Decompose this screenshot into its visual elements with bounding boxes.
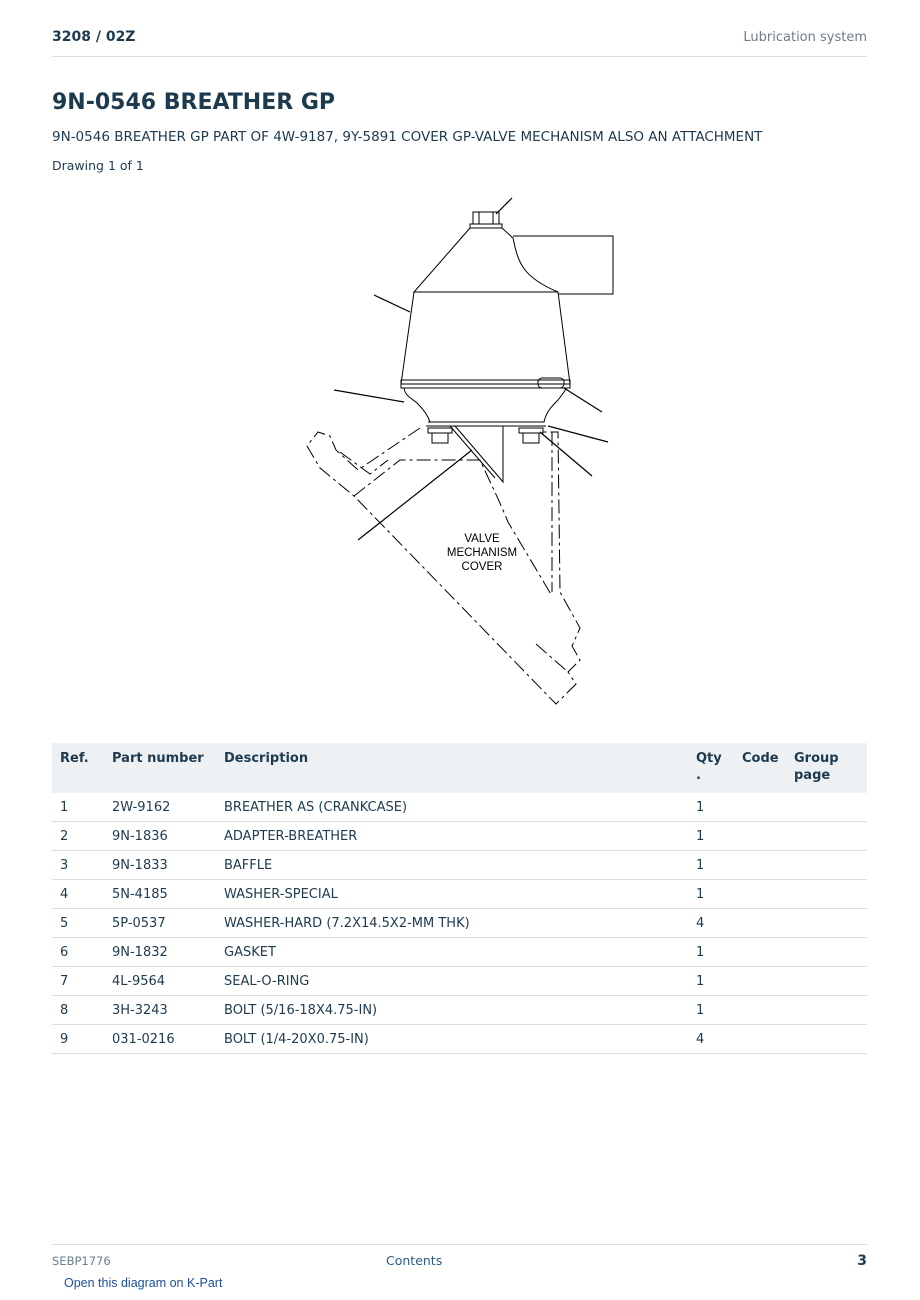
cell-part-number: 2W-9162 xyxy=(104,793,216,822)
column-header-ref: Ref. xyxy=(52,743,104,793)
valve-cover-drawing xyxy=(307,428,580,704)
cell-ref: 6 xyxy=(52,938,104,967)
leader-lines xyxy=(334,198,608,540)
cell-code xyxy=(734,967,786,996)
page-subtitle: 9N-0546 BREATHER GP PART OF 4W-9187, 9Y-5891 COVER GP-VALVE MECHANISM ALSO AN ATTACHMENT xyxy=(52,129,763,145)
document-number: SEBP1776 xyxy=(52,1254,111,1268)
cell-description: BREATHER AS (CRANKCASE) xyxy=(216,793,688,822)
cell-description: WASHER-HARD (7.2X14.5X2-MM THK) xyxy=(216,909,688,938)
cell-description: BOLT (1/4-20X0.75-IN) xyxy=(216,1025,688,1054)
page-footer xyxy=(52,1244,867,1269)
cell-code xyxy=(734,880,786,909)
page-number: 3 xyxy=(857,1253,867,1269)
drawing-count: Drawing 1 of 1 xyxy=(52,158,144,173)
table-row xyxy=(52,880,867,909)
cell-group-page xyxy=(786,967,867,996)
cell-code xyxy=(734,822,786,851)
cell-qty: 1 xyxy=(688,822,734,851)
cell-group-page xyxy=(786,1025,867,1054)
contents-link[interactable]: Contents xyxy=(386,1253,443,1268)
washer-drawing xyxy=(428,428,543,443)
table-header-row xyxy=(52,743,867,793)
section-name: Lubrication system xyxy=(743,30,867,45)
cell-qty: 1 xyxy=(688,938,734,967)
cell-group-page xyxy=(786,822,867,851)
cell-ref: 2 xyxy=(52,822,104,851)
model-code: 3208 / 02Z xyxy=(52,29,136,45)
cell-group-page xyxy=(786,851,867,880)
table-row xyxy=(52,793,867,822)
diagram-label-line-1: VALVE xyxy=(464,533,500,545)
diagram-label-line-3: COVER xyxy=(461,561,503,573)
cell-ref: 8 xyxy=(52,996,104,1025)
cell-description: GASKET xyxy=(216,938,688,967)
cell-description: WASHER-SPECIAL xyxy=(216,880,688,909)
cell-description: BOLT (5/16-18X4.75-IN) xyxy=(216,996,688,1025)
cell-qty: 1 xyxy=(688,996,734,1025)
cell-ref: 7 xyxy=(52,967,104,996)
table-row xyxy=(52,851,867,880)
cell-part-number: 9N-1833 xyxy=(104,851,216,880)
table-row xyxy=(52,909,867,938)
cell-ref: 1 xyxy=(52,793,104,822)
cell-code xyxy=(734,851,786,880)
cell-code xyxy=(734,996,786,1025)
cell-ref: 9 xyxy=(52,1025,104,1054)
cell-qty: 1 xyxy=(688,967,734,996)
breather-body-drawing xyxy=(401,228,613,426)
table-row xyxy=(52,1025,867,1054)
cell-group-page xyxy=(786,880,867,909)
cell-qty: 1 xyxy=(688,880,734,909)
cell-part-number: 9N-1836 xyxy=(104,822,216,851)
baffle-drawing xyxy=(450,426,503,482)
page-title: 9N-0546 BREATHER GP xyxy=(52,90,336,115)
cell-qty: 1 xyxy=(688,851,734,880)
cell-description: SEAL-O-RING xyxy=(216,967,688,996)
table-row xyxy=(52,967,867,996)
cell-description: BAFFLE xyxy=(216,851,688,880)
cell-code xyxy=(734,909,786,938)
column-header-qty: Qty . xyxy=(688,743,734,793)
cell-group-page xyxy=(786,996,867,1025)
cell-code xyxy=(734,1025,786,1054)
top-bolt-drawing xyxy=(470,212,502,228)
diagram-label-line-2: MECHANISM xyxy=(446,547,518,559)
column-header-description: Description xyxy=(216,743,688,793)
cell-qty: 1 xyxy=(688,793,734,822)
cell-code xyxy=(734,793,786,822)
table-row xyxy=(52,822,867,851)
table-row xyxy=(52,996,867,1025)
table-row xyxy=(52,938,867,967)
column-header-code: Code xyxy=(734,743,786,793)
cell-ref: 3 xyxy=(52,851,104,880)
cell-part-number: 4L-9564 xyxy=(104,967,216,996)
cell-qty: 4 xyxy=(688,1025,734,1054)
cell-code xyxy=(734,938,786,967)
cell-qty: 4 xyxy=(688,909,734,938)
column-header-group-page: Group page xyxy=(786,743,867,793)
cell-group-page xyxy=(786,938,867,967)
cell-part-number: 5N-4185 xyxy=(104,880,216,909)
cell-group-page xyxy=(786,909,867,938)
cell-part-number: 031-0216 xyxy=(104,1025,216,1054)
cell-part-number: 5P-0537 xyxy=(104,909,216,938)
cell-ref: 4 xyxy=(52,880,104,909)
cell-description: ADAPTER-BREATHER xyxy=(216,822,688,851)
cell-group-page xyxy=(786,793,867,822)
parts-table xyxy=(52,743,867,1054)
page-header xyxy=(52,28,867,57)
column-header-part-number: Part number xyxy=(104,743,216,793)
cell-part-number: 3H-3243 xyxy=(104,996,216,1025)
parts-diagram xyxy=(300,192,620,712)
cell-part-number: 9N-1832 xyxy=(104,938,216,967)
kpart-link[interactable]: Open this diagram on K-Part xyxy=(64,1276,223,1290)
cell-ref: 5 xyxy=(52,909,104,938)
